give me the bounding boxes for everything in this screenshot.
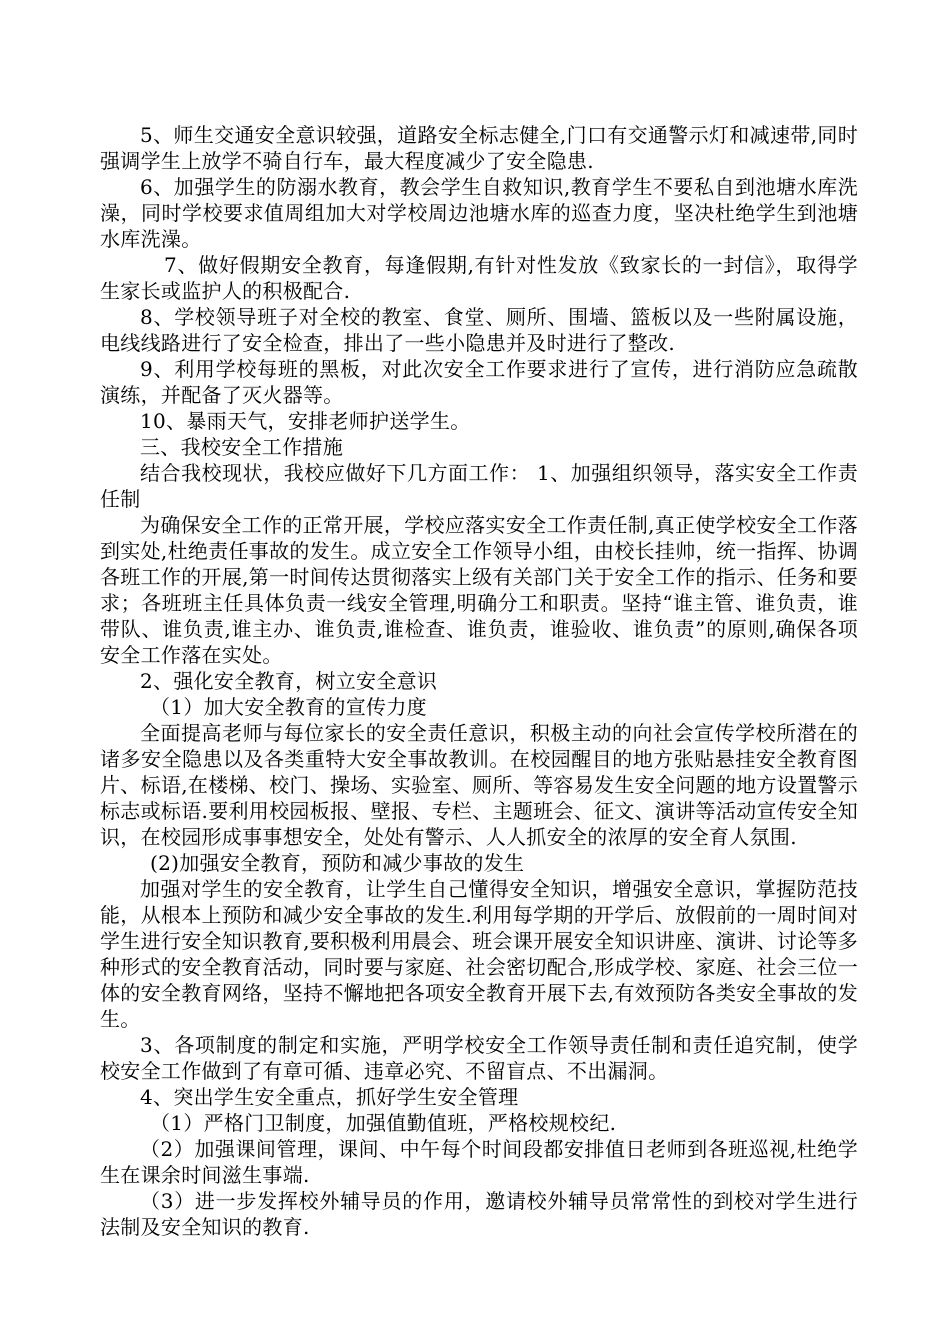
subheading-publicity: （1）加大安全教育的宣传力度 — [150, 695, 427, 719]
paragraph-item-10: 10、暴雨天气，安排老师护送学生。 — [140, 409, 471, 433]
list-item-external-counselor: （3）进一步发挥校外辅导员的作用，邀请校外辅导员常常性的到校对学生进行法制及安全知识的教育. — [100, 1189, 858, 1239]
paragraph-item-7: 7、做好假期安全教育，每逢假期,有针对性发放《致家长的一封信》，取得学生家长或监护人的积极配合. — [100, 253, 858, 303]
paragraph-item-8: 8、学校领导班子对全校的教室、食堂、厕所、围墙、篮板以及一些附属设施，电线线路进行了安全检查，排出了一些小隐患并及时进行了整改. — [100, 305, 858, 355]
subheading-strengthen-education: 2、强化安全教育，树立安全意识 — [140, 669, 438, 693]
paragraph-item-6: 6、加强学生的防溺水教育，教会学生自救知识,教育学生不要私自到池塘水库洗澡，同时学校要求值周组加大对学校周边池塘水库的巡查力度，坚决杜绝学生到池塘水库洗澡。 — [100, 175, 858, 251]
list-item-gate-duty: （1）严格门卫制度，加强值勤值班，严格校规校纪. — [150, 1111, 617, 1135]
subheading-student-safety: 4、突出学生安全重点，抓好学生安全管理 — [140, 1085, 519, 1109]
paragraph-item-9: 9、利用学校每班的黑板，对此次安全工作要求进行了宣传，进行消防应急疏散演练，并配备了灭火器等。 — [100, 357, 858, 407]
subheading-prevent-accidents: (2)加强安全教育，预防和减少事故的发生 — [150, 851, 525, 875]
list-item-break-management: （2）加强课间管理，课间、中午每个时间段都安排值日老师到各班巡视,杜绝学生在课余时间滋生事端. — [100, 1137, 858, 1187]
paragraph-rules-implementation: 3、各项制度的制定和实施，严明学校安全工作领导责任制和责任追究制，使学校安全工作做到了有章可循、违章必究、不留盲点、不出漏洞。 — [100, 1033, 858, 1083]
paragraph-responsibility: 为确保安全工作的正常开展，学校应落实安全工作责任制,真正使学校安全工作落到实处,杜绝责任事故的发生。成立安全工作领导小组，由校长挂帅，统一指挥、协调各班工作的开展,第一时间传达贯彻落实上级有关部门关于安全工作的指示、任务和要求；各班班主任具体负责一线安全管理,明确分工和职责。坚持“谁主管、谁负责，谁带队、谁负责,谁主办、谁负责,谁检查、谁负责，谁验收、谁负责”的原则,确保各项安全工作落在实处。 — [100, 513, 858, 667]
paragraph-prevent-accidents: 加强对学生的安全教育，让学生自己懂得安全知识，增强安全意识，掌握防范技能，从根本上预防和减少安全事故的发生.利用每学期的开学后、放假前的一周时间对学生进行安全知识教育,要积极利用晨会、班会课开展安全知识讲座、演讲、讨论等多种形式的安全教育活动，同时要与家庭、社会密切配合,形成学校、家庭、社会三位一体的安全教育网络，坚持不懈地把各项安全教育开展下去,有效预防各类安全事故的发生。 — [100, 877, 858, 1031]
paragraph-publicity: 全面提高老师与每位家长的安全责任意识，积极主动的向社会宣传学校所潜在的诸多安全隐患以及各类重特大安全事故教训。在校园醒目的地方张贴悬挂安全教育图片、标语,在楼梯、校门、操场、实验室、厕所、等容易发生安全问题的地方设置警示标志或标语.要利用校园板报、壁报、专栏、主题班会、征文、演讲等活动宣传安全知识，在校园形成事事想安全，处处有警示、人人抓安全的浓厚的安全育人氛围. — [100, 721, 858, 849]
section-heading-measures: 三、我校安全工作措施 — [140, 435, 343, 459]
paragraph-intro-measures: 结合我校现状，我校应做好下几方面工作： 1、加强组织领导，落实安全工作责任制 — [100, 461, 858, 511]
paragraph-item-5: 5、师生交通安全意识较强，道路安全标志健全,门口有交通警示灯和减速带,同时强调学生上放学不骑自行车，最大程度减少了安全隐患. — [100, 123, 858, 173]
